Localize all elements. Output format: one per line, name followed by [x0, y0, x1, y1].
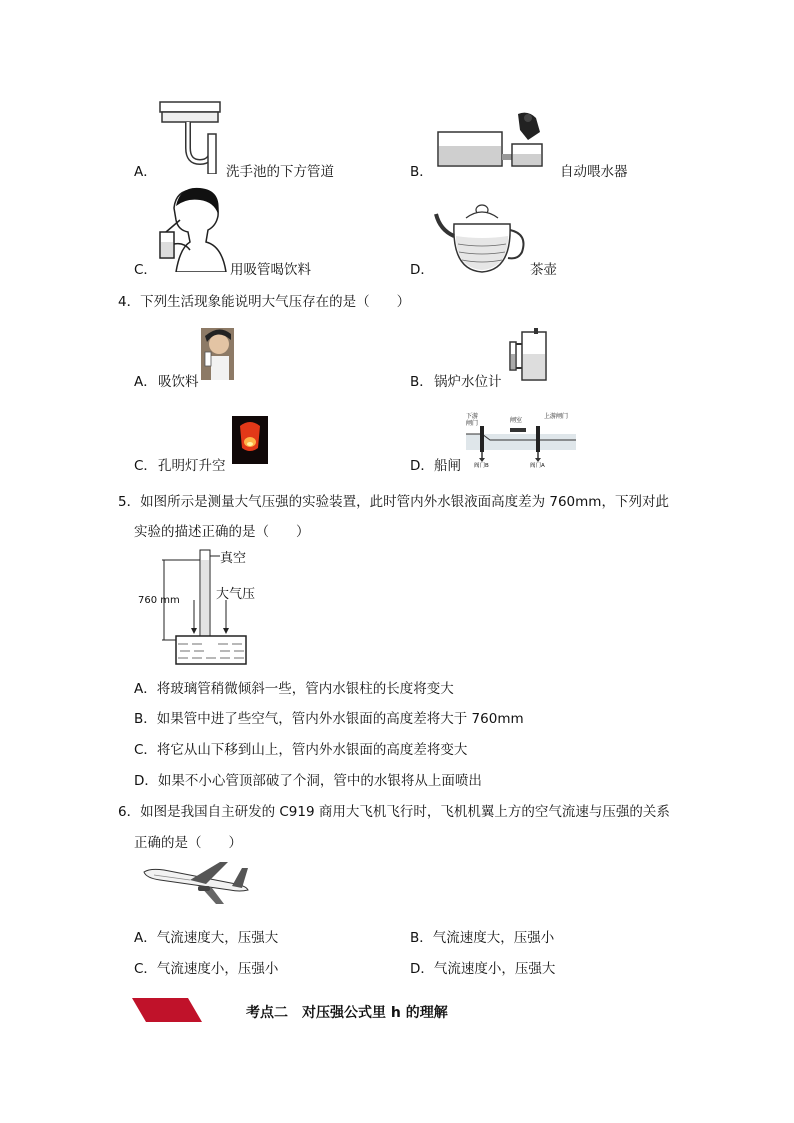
q5-option-c: C．将它从山下移到山上，管内外水银面的高度差将变大 [134, 742, 468, 758]
question-4-stem: 4．下列生活现象能说明大气压存在的是（ ） [118, 294, 411, 310]
q3-option-d-letter: D． [410, 262, 434, 278]
vacuum-label: 真空 [220, 551, 247, 566]
question-5-stem-line1: 5．如图所示是测量大气压强的实验装置，此时管内外水银液面高度差为 760mm，下列对此 [118, 494, 669, 510]
ship-lock-diagram [464, 410, 578, 468]
auto-feeder-image [436, 110, 556, 168]
question-5-stem-line2: 实验的描述正确的是（ ） [134, 524, 310, 540]
q3-option-c-text: 用吸管喝饮料 [230, 262, 311, 278]
q6-option-d: D．气流速度小，压强大 [410, 961, 556, 977]
q3-option-a-letter: A． [134, 164, 157, 180]
q5-option-a: A．将玻璃管稍微倾斜一些，管内水银柱的长度将变大 [134, 681, 454, 697]
q3-option-b-text: 自动喂水器 [560, 164, 628, 180]
q6-option-c: C．气流速度小，压强小 [134, 961, 279, 977]
q3-option-a-text: 洗手池的下方管道 [226, 164, 334, 180]
svg-text:下游: 下游 [466, 413, 479, 420]
svg-text:阀门A: 阀门A [530, 463, 545, 468]
drinking-photo [201, 328, 234, 380]
q4-option-b-text: 锅炉水位计 [434, 374, 502, 390]
q5-option-d: D．如果不小心管顶部破了个洞，管中的水银将从上面喷出 [134, 773, 482, 789]
q3-option-c-letter: C． [134, 262, 157, 278]
q4-option-c-text: 孔明灯升空 [158, 458, 226, 474]
atmospheric-pressure-label: 大气压 [216, 587, 256, 602]
svg-text:闸室: 闸室 [510, 417, 523, 424]
boiler-gauge-image [508, 328, 548, 382]
q4-option-d-text: 船闸 [434, 458, 461, 474]
q6-option-a: A．气流速度大，压强大 [134, 930, 279, 946]
svg-text:阀门B: 阀门B [474, 463, 489, 468]
section-accent-bar [132, 998, 202, 1022]
c919-airplane-image [140, 858, 252, 908]
height-760mm-label: 760 mm [138, 595, 180, 606]
teapot-image [432, 200, 530, 276]
svg-text:上游闸门: 上游闸门 [544, 413, 569, 420]
question-6-stem-line1: 6．如图是我国自主研发的 C919 商用大飞机飞行时，飞机机翼上方的空气流速与压强的关系 [118, 804, 670, 820]
question-6-stem-line2: 正确的是（ ） [134, 835, 242, 851]
q3-option-b-letter: B． [410, 164, 433, 180]
sink-pipe-image [158, 100, 222, 174]
svg-text:闸门: 闸门 [466, 420, 479, 427]
q3-option-d-text: 茶壶 [530, 262, 557, 278]
q4-option-a-letter: A． [134, 374, 157, 390]
q4-option-b-letter: B． [410, 374, 433, 390]
q5-option-b: B．如果管中进了些空气，管内外水银面的高度差将大于 760mm [134, 711, 524, 727]
q6-option-b: B．气流速度大，压强小 [410, 930, 555, 946]
q4-option-d-letter: D． [410, 458, 434, 474]
q4-option-a-text: 吸饮料 [158, 374, 199, 390]
q4-option-c-letter: C． [134, 458, 157, 474]
boy-with-straw-image [156, 186, 228, 272]
section-title: 考点二 对压强公式里 h 的理解 [246, 1005, 448, 1021]
sky-lantern-photo [232, 416, 268, 464]
